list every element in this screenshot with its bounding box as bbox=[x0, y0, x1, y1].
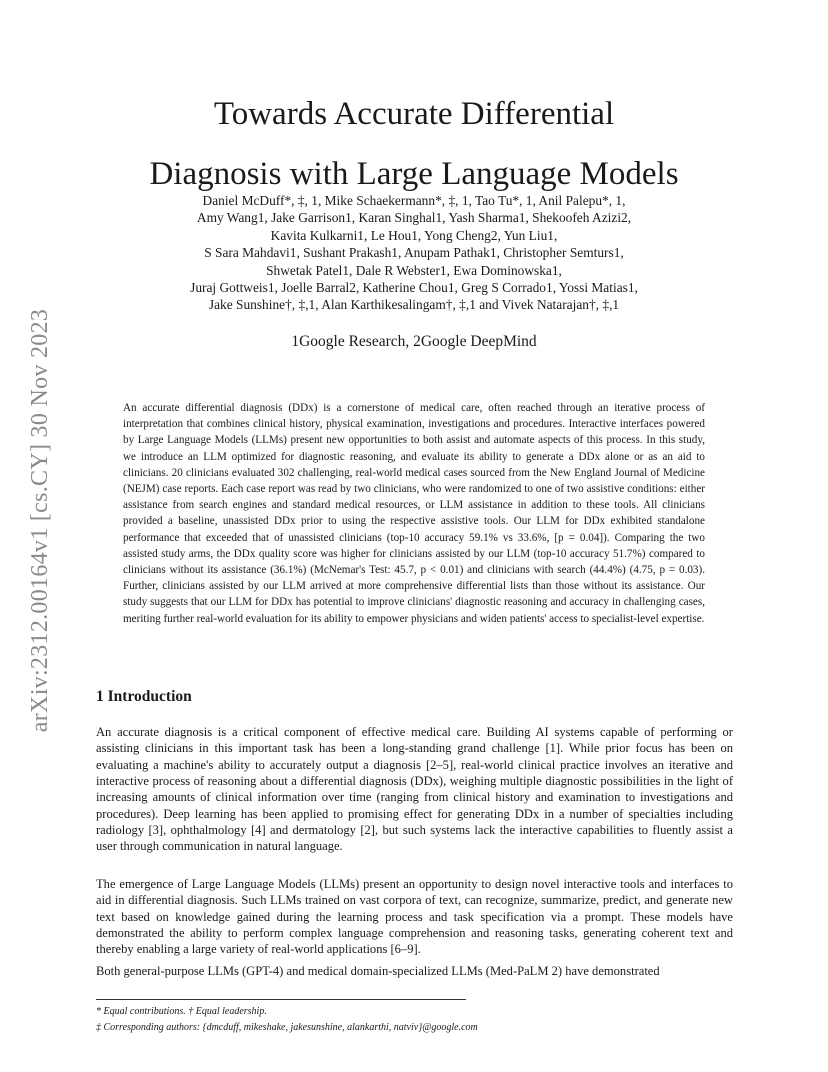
footnote-corresponding-authors: ‡ Corresponding authors: {dmcduff, mikeshake, jakesunshine, alankarthi, natviv}@google.com bbox=[96, 1021, 478, 1033]
author-line: S Sara Mahdavi1, Sushant Prakash1, Anupam Pathak1, Christopher Semturs1, bbox=[204, 245, 624, 261]
arxiv-identifier-stamp bbox=[20, 280, 62, 760]
body-paragraph: Both general-purpose LLMs (GPT-4) and medical domain-specialized LLMs (Med-PaLM 2) have demonstrated bbox=[96, 964, 660, 978]
body-paragraph: The emergence of Large Language Models (LLMs) present an opportunity to design novel interactive tools and interfaces to aid in differential diagnosis. Such LLMs trained on vast corpora of text, can recognize, summarize, predict, and generate new text based on knowledge gained during the learning process and task specification via a prompt. These models have demonstrated the ability to perform complex language comprehension and reasoning tasks, generating coherent text and thereby enabling a large variety of real-world applications [6–9]. bbox=[96, 877, 733, 957]
abstract: An accurate differential diagnosis (DDx) is a cornerstone of medical care, often reached through an iterative process of interpretation that combines clinical history, physical examination, investigations and procedures. Interactive interfaces powered by Large Language Models (LLMs) present new opportunities to both assist and automate aspects of this process. In this study, we introduce an LLM optimized for diagnostic reasoning, and evaluate its ability to generate a DDx alone or as an aid to clinicians. 20 clinicians evaluated 302 challenging, real-world medical cases sourced from the New England Journal of Medicine (NEJM) case reports. Each case report was read by two clinicians, who were randomized to one of two assistive conditions: either assistance from search engines and standard medical resources, or LLM assistance in addition to these tools. All clinicians provided a baseline, unassisted DDx prior to using the respective assistive tools. Our LLM for DDx exhibited standalone performance that exceeded that of unassisted clinicians (top-10 accuracy 59.1% vs 33.6%, [p = 0.04]). Comparing the two assisted study arms, the DDx quality score was higher for clinicians assisted by our LLM (top-10 accuracy 51.7%) compared to clinicians without its assistance (36.1%) (McNemar's Test: 45.7, p < 0.01) and clinicians with search (44.4%) (4.75, p = 0.03). Further, clinicians assisted by our LLM arrived at more comprehensive differential lists than those without its assistance. Our study suggests that our LLM for DDx has potential to improve clinicians' diagnostic reasoning and accuracy in challenging cases, meriting further real-world evaluation for its ability to empower physicians and widen patients' access to specialist-level expertise. bbox=[123, 402, 705, 625]
footnotes bbox=[96, 1004, 733, 1035]
body-paragraph: An accurate diagnosis is a critical component of effective medical care. Building AI systems capable of performing or assisting clinicians in this important task has been a long-standing grand challenge [1]. While prior focus has been on evaluating a machine's ability to accurately output a diagnosis [2–5], real-world clinical practice involves an iterative and interactive process of reasoning about a differential diagnosis (DDx), weighing multiple diagnostic possibilities in the light of increasing amounts of clinical information over time (ranging from clinical history and examination to investigations and procedures). Deep learning has been applied to promising effect for generating DDx in a number of specialties including radiology [3], ophthalmology [4] and dermatology [2], but such systems lack the interactive capabilities to fluently assist a user through communication in natural language. bbox=[96, 725, 733, 854]
author-line: Shwetak Patel1, Dale R Webster1, Ewa Dominowska1, bbox=[266, 262, 562, 278]
author-line: Juraj Gottweis1, Joelle Barral2, Katherine Chou1, Greg S Corrado1, Yossi Matias1, bbox=[190, 280, 638, 296]
author-line: Amy Wang1, Jake Garrison1, Karan Singhal1, Yash Sharma1, Shekoofeh Azizi2, bbox=[196, 210, 632, 226]
paper-title bbox=[80, 84, 748, 204]
footnote-divider bbox=[96, 999, 466, 1000]
title-line: Diagnosis with Large Language Models bbox=[149, 156, 679, 192]
section-heading-introduction: 1 Introduction bbox=[96, 688, 192, 705]
footnote-contributions: * Equal contributions. † Equal leadership. bbox=[96, 1006, 267, 1017]
author-line: Daniel McDuff*, ‡, 1, Mike Schaekermann*, ‡, 1, Tao Tu*, 1, Anil Palepu*, 1, bbox=[202, 193, 626, 208]
author-line: Jake Sunshine†, ‡,1, Alan Karthikesalingam†, ‡,1 and Vivek Natarajan†, ‡,1 bbox=[208, 297, 620, 313]
author-line: Kavita Kulkarni1, Le Hou1, Yong Cheng2, Yun Liu1, bbox=[270, 227, 558, 243]
title-line: Towards Accurate Differential bbox=[213, 96, 615, 132]
arxiv-identifier-text: arXiv:2312.00164v1 [cs.CY] 30 Nov 2023 bbox=[27, 308, 54, 732]
affiliations: 1Google Research, 2Google DeepMind bbox=[291, 333, 537, 350]
author-list bbox=[96, 192, 732, 314]
